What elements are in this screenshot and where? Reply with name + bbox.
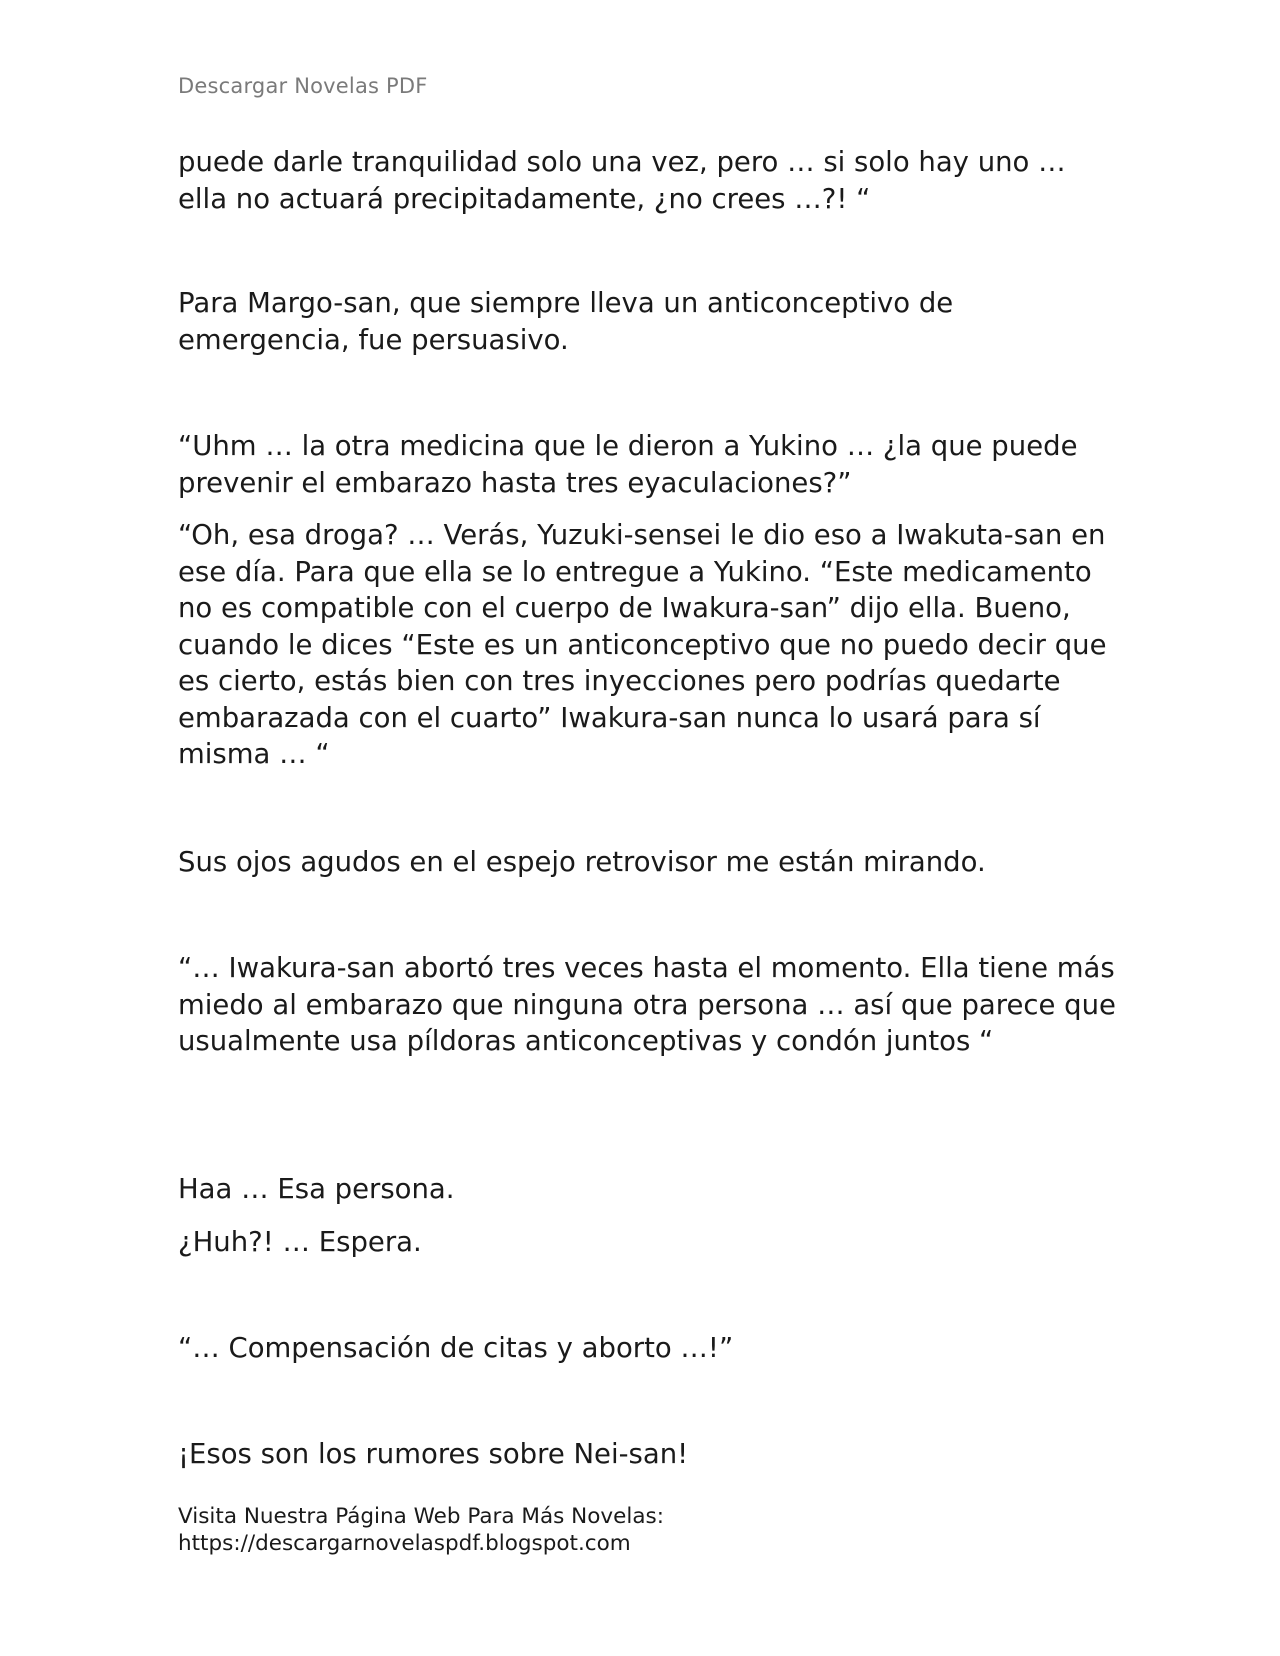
paragraph-4: “Oh, esa droga? … Verás, Yuzuki-sensei le dio eso a Iwakuta-san en ese día. Para que ella se lo entregue a Yukino. “Este medicamento no es compatible con el cuerpo de Iwakura-san” dijo ella. Bueno, cuando le dices “Este es un anticonceptivo que no puedo decir que es cierto, estás bien con tres inyecciones pero podrías quedarte embarazada con el cuarto” Iwakura-san nunca lo usará para sí misma … “ xyxy=(178,519,1107,770)
paragraph-5: Sus ojos agudos en el espejo retrovisor me están mirando. xyxy=(178,846,986,878)
footer-website-url: https://descargarnovelaspdf.blogspot.com xyxy=(178,1531,631,1556)
paragraph-7: Haa … Esa persona. xyxy=(178,1173,455,1205)
page-footer xyxy=(178,1503,664,1557)
paragraph-2: Para Margo-san, que siempre lleva un anticonceptivo de emergencia, fue persuasivo. xyxy=(178,287,954,356)
paragraph-3: “Uhm … la otra medicina que le dieron a Yukino … ¿la que puede prevenir el embarazo hasta tres eyaculaciones?” xyxy=(178,430,1078,499)
paragraph-8: ¿Huh?! … Espera. xyxy=(178,1226,422,1258)
paragraph-9: “… Compensación de citas y aborto …!” xyxy=(178,1332,734,1364)
page-header: Descargar Novelas PDF xyxy=(178,74,428,98)
paragraph-10: ¡Esos son los rumores sobre Nei-san! xyxy=(178,1438,689,1470)
paragraph-1: puede darle tranquilidad solo una vez, pero … si solo hay uno … ella no actuará precipitadamente, ¿no crees …?! “ xyxy=(178,146,1066,215)
paragraph-6: “… Iwakura-san abortó tres veces hasta el momento. Ella tiene más miedo al embarazo que ninguna otra persona … así que parece que usualmente usa píldoras anticonceptivas y condón juntos “ xyxy=(178,952,1116,1057)
footer-promo-text: Visita Nuestra Página Web Para Más Novelas: xyxy=(178,1504,664,1529)
